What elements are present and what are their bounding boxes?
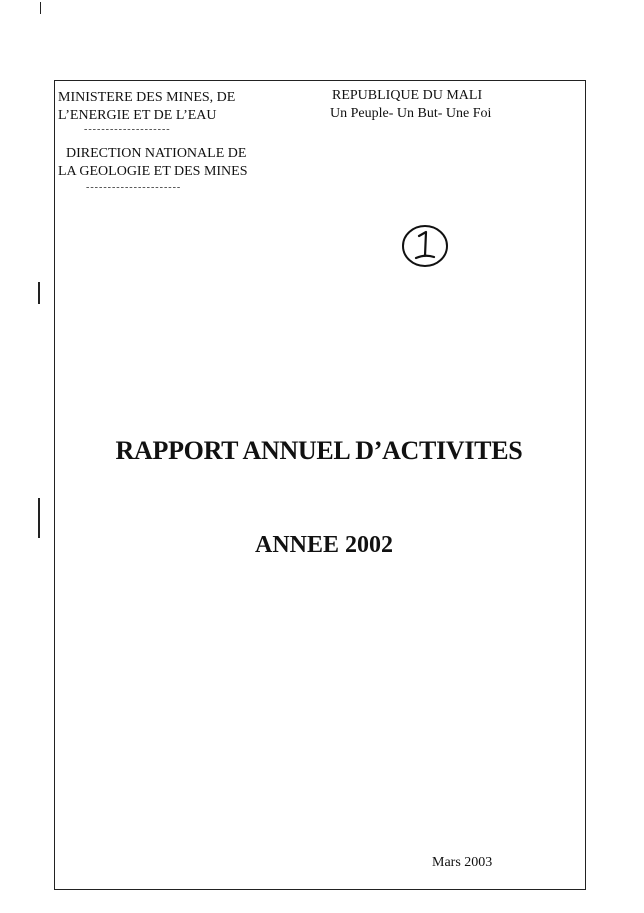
direction-line-2: LA GEOLOGIE ET DES MINES xyxy=(58,164,248,179)
country-name: REPUBLIQUE DU MALI xyxy=(332,88,483,103)
document-year: ANNEE 2002 xyxy=(254,532,393,558)
ministry-line-1: MINISTERE DES MINES, DE xyxy=(58,90,236,105)
circled-number-stamp xyxy=(400,222,450,270)
scan-mark xyxy=(40,2,41,14)
handwritten-number-icon xyxy=(416,232,434,258)
ministry-line-2: L’ENERGIE ET DE L’EAU xyxy=(58,108,217,123)
page-border xyxy=(54,80,586,890)
national-motto: Un Peuple- Un But- Une Foi xyxy=(330,106,492,121)
direction-line-1: DIRECTION NATIONALE DE xyxy=(66,146,247,161)
ministry-header xyxy=(58,89,298,193)
separator-dashes: -------------------- xyxy=(84,124,171,135)
document-date: Mars 2003 xyxy=(432,855,493,870)
direction-block xyxy=(58,145,298,181)
republic-header xyxy=(330,87,491,123)
separator-dashes: ---------------------- xyxy=(86,182,182,193)
scan-mark xyxy=(38,282,40,304)
document-title: RAPPORT ANNUEL D’ACTIVITES xyxy=(115,436,523,465)
